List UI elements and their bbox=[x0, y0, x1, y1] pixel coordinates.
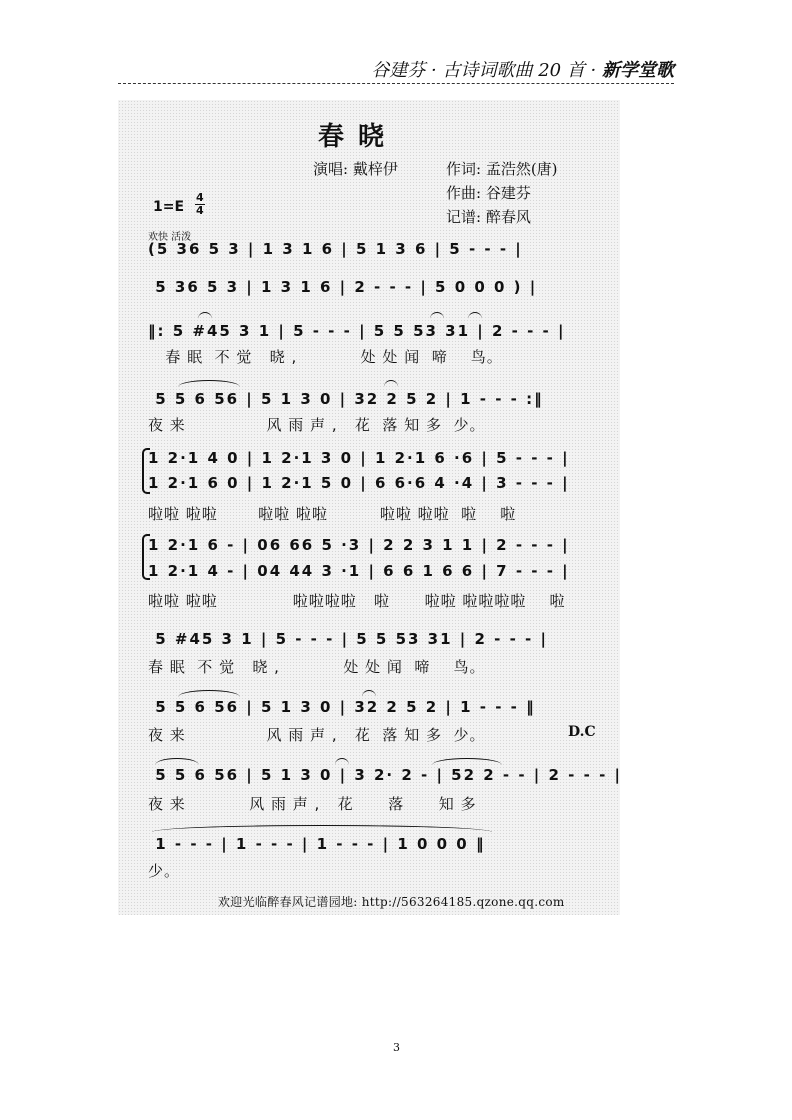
song-title: 春晓 bbox=[318, 122, 399, 152]
da-capo-mark: D.C bbox=[568, 724, 596, 740]
slur-mark bbox=[155, 758, 199, 765]
page-header bbox=[0, 56, 674, 82]
notation-row: ‖: 5 #45 3 1 | 5 - - - | 5 5 53 31 | 2 - - - | bbox=[148, 322, 566, 340]
footer-credit: 欢迎光临醉春风记谱园地: http://563264185.qzone.qq.com bbox=[218, 895, 565, 909]
notation-row: 1 - - - | 1 - - - | 1 - - - | 1 0 0 0 ‖ bbox=[148, 835, 486, 853]
lyric-row: 夜 来 风 雨 声 , 花 落 知 多 少。 bbox=[148, 416, 486, 434]
lyric-row: 春 眠 不 觉 晓 , 处 处 闻 啼 鸟。 bbox=[148, 348, 503, 366]
slur-mark bbox=[152, 825, 492, 832]
notation-row: 5 #45 3 1 | 5 - - - | 5 5 53 31 | 2 - - - | bbox=[148, 630, 548, 648]
time-signature-top: 4 bbox=[196, 191, 204, 204]
tempo-marking: 欢快 活泼 bbox=[148, 232, 192, 243]
notation-row: 5 36 5 3 | 1 3 1 6 | 2 - - - | 5 0 0 0 ) | bbox=[148, 278, 538, 296]
slur-mark bbox=[384, 380, 398, 387]
notation-row: 1 2·1 6 0 | 1 2·1 5 0 | 6 6·6 4 ·4 | 3 - - - | bbox=[148, 474, 570, 492]
notation-row: 5 5 6 56 | 5 1 3 0 | 32 2 5 2 | 1 - - - ‖ bbox=[148, 698, 536, 716]
lyric-row: 夜 来 风 雨 声 , 花 落 知 多 少。 bbox=[148, 726, 486, 744]
lyric-row: 啦啦 啦啦 啦啦啦啦 啦 啦啦 啦啦啦啦 啦 bbox=[148, 592, 566, 610]
notation-row: 5 5 6 56 | 5 1 3 0 | 32 2 5 2 | 1 - - - :‖ bbox=[148, 390, 544, 408]
notation-row: 1 2·1 4 0 | 1 2·1 3 0 | 1 2·1 6 ·6 | 5 - - - | bbox=[148, 449, 570, 467]
time-signature bbox=[195, 192, 205, 217]
lyricist-credit: 作词: 孟浩然(唐) bbox=[446, 160, 558, 178]
slur-mark bbox=[362, 690, 376, 697]
slur-mark bbox=[178, 690, 240, 697]
singer-credit: 演唱: 戴梓伊 bbox=[313, 160, 398, 178]
notation-row: 1 2·1 4 - | 04 44 3 ·1 | 6 6 1 6 6 | 7 - - - | bbox=[148, 562, 570, 580]
slur-mark bbox=[468, 312, 482, 319]
header-series-name: 新学堂歌 bbox=[602, 60, 674, 81]
slur-mark bbox=[432, 758, 502, 765]
notation-row: (5 36 5 3 | 1 3 1 6 | 5 1 3 6 | 5 - - - | bbox=[148, 240, 523, 258]
slur-mark bbox=[335, 758, 349, 765]
transcriber-credit: 记谱: 醉春风 bbox=[446, 208, 531, 226]
lyric-row: 少。 bbox=[148, 862, 181, 880]
header-book-title: 谷建芬 · 古诗词歌曲 20 首 · bbox=[371, 60, 602, 81]
slur-mark bbox=[178, 380, 240, 387]
composer-credit: 作曲: 谷建芬 bbox=[446, 184, 531, 202]
slur-mark bbox=[430, 312, 444, 319]
time-signature-bottom: 4 bbox=[196, 204, 204, 217]
notation-row: 5 5 6 56 | 5 1 3 0 | 3 2· 2 - | 52 2 - - | 2 - - - | bbox=[148, 766, 622, 784]
header-divider bbox=[118, 83, 674, 84]
notation-row: 1 2·1 6 - | 06 66 5 ·3 | 2 2 3 1 1 | 2 - - - | bbox=[148, 536, 570, 554]
slur-mark bbox=[198, 312, 212, 319]
lyric-row: 夜 来 风 雨 声 , 花 落 知 多 bbox=[148, 795, 477, 813]
page-number: 3 bbox=[393, 1041, 400, 1054]
lyric-row: 春 眠 不 觉 晓 , 处 处 闻 啼 鸟。 bbox=[148, 658, 486, 676]
key-signature: 1=E bbox=[153, 199, 185, 215]
lyric-row: 啦啦 啦啦 啦啦 啦啦 啦啦 啦啦 啦 啦 bbox=[148, 505, 517, 523]
